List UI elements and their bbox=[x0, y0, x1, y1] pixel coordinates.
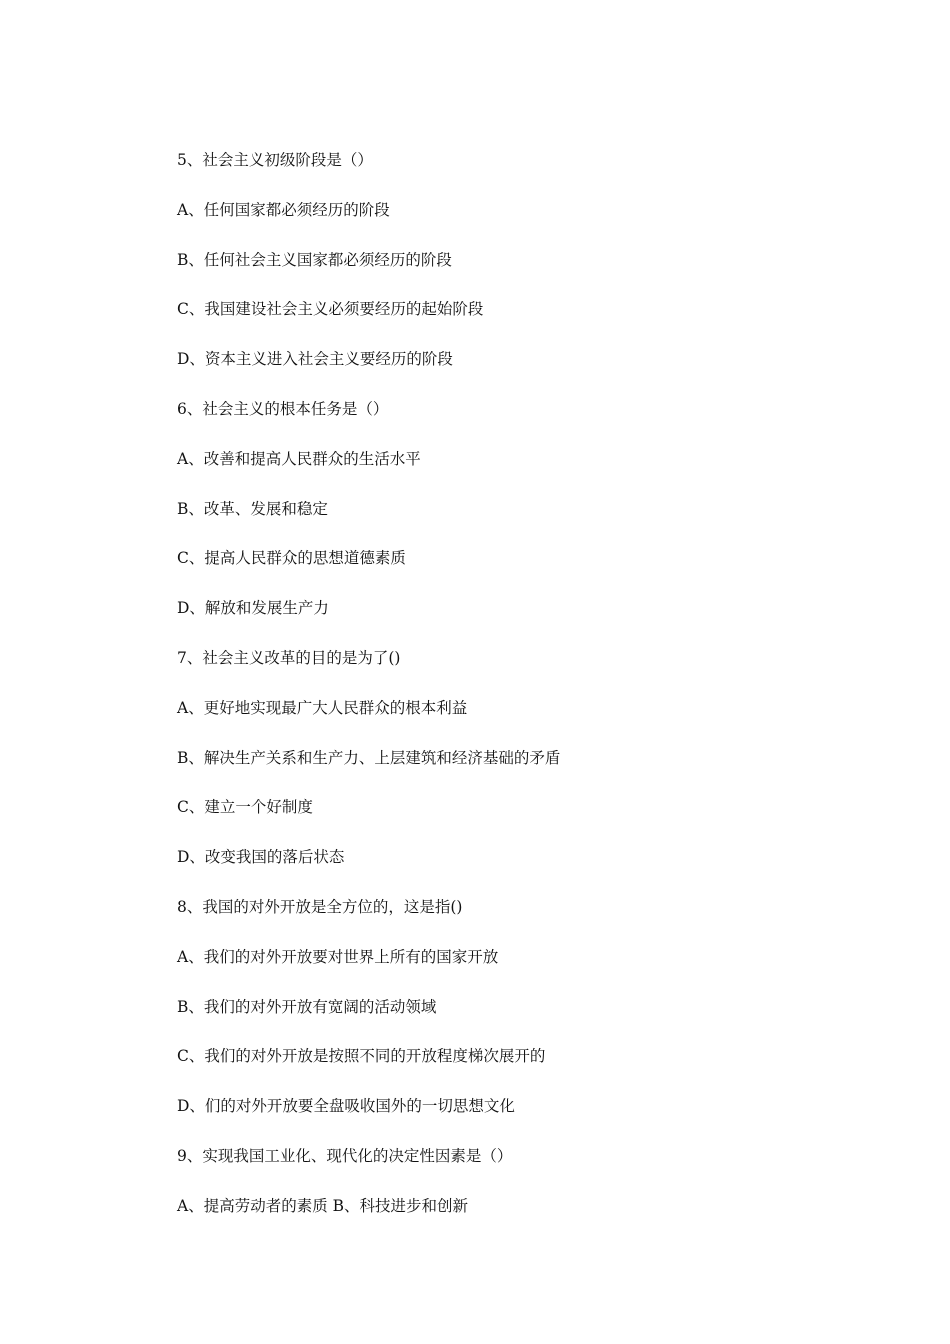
question-7-option-a: A、更好地实现最广大人民群众的根本利益 bbox=[177, 698, 468, 717]
question-5-option-d: D、资本主义进入社会主义要经历的阶段 bbox=[177, 350, 453, 369]
question-9-options-a-b: A、提高劳动者的素质 B、科技进步和创新 bbox=[177, 1196, 469, 1215]
question-5-option-b: B、任何社会主义国家都必须经历的阶段 bbox=[177, 250, 452, 269]
question-9-stem: 9、实现我国工业化、现代化的决定性因素是（） bbox=[177, 1146, 513, 1165]
question-5-stem: 5、社会主义初级阶段是（） bbox=[177, 151, 373, 169]
question-7-stem: 7、社会主义改革的目的是为了() bbox=[177, 648, 401, 667]
question-5-option-a: A、任何国家都必须经历的阶段 bbox=[177, 200, 390, 219]
question-6-option-c: C、提高人民群众的思想道德素质 bbox=[177, 549, 406, 568]
question-5-option-c: C、我国建设社会主义必须要经历的起始阶段 bbox=[177, 300, 484, 319]
question-6-option-b: B、改革、发展和稳定 bbox=[177, 499, 328, 518]
question-6-option-a: A、改善和提高人民群众的生活水平 bbox=[177, 449, 421, 468]
question-7-option-d: D、改变我国的落后状态 bbox=[177, 848, 345, 867]
question-8-option-b: B、我们的对外开放有宽阔的活动领域 bbox=[177, 997, 437, 1016]
question-list bbox=[177, 146, 877, 1242]
question-8-stem: 8、我国的对外开放是全方位的，这是指() bbox=[177, 897, 463, 916]
question-6-stem: 6、社会主义的根本任务是（） bbox=[177, 399, 389, 418]
question-8-option-c: C、我们的对外开放是按照不同的开放程度梯次展开的 bbox=[177, 1047, 546, 1066]
question-7-option-c: C、建立一个好制度 bbox=[177, 798, 313, 817]
question-8-option-d: D、们的对外开放要全盘吸收国外的一切思想文化 bbox=[177, 1097, 515, 1116]
question-6-option-d: D、解放和发展生产力 bbox=[177, 599, 329, 618]
question-7-option-b: B、解决生产关系和生产力、上层建筑和经济基础的矛盾 bbox=[177, 748, 561, 767]
question-8-option-a: A、我们的对外开放要对世界上所有的国家开放 bbox=[177, 947, 499, 966]
